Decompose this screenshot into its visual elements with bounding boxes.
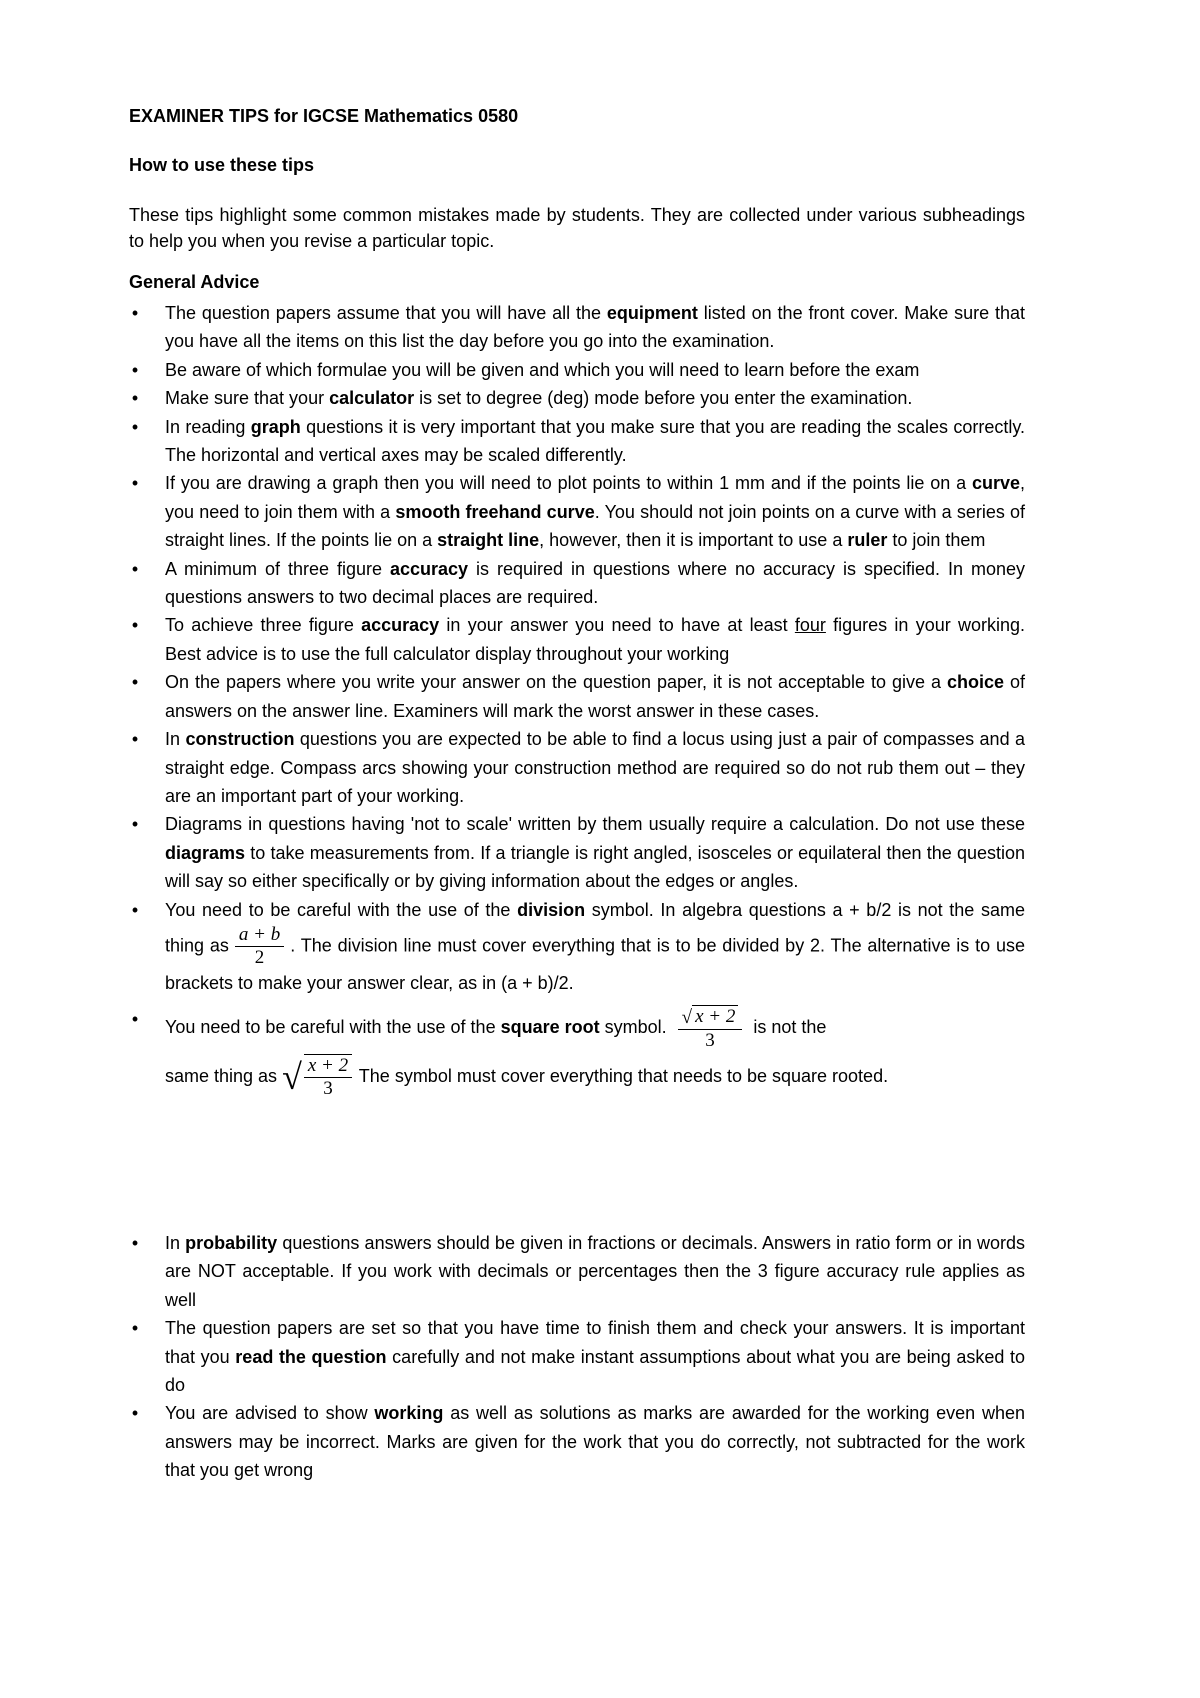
bullet-icon: • (131, 388, 139, 409)
bullet-icon: • (131, 672, 139, 693)
tip-show-working: • You are advised to show working as well as solutions as marks are awarded for the working even when answers may be incorrect. Marks are given for the work that you do correctly, not subtracted for the work that you get wrong (129, 1399, 1025, 1484)
bullet-icon: • (131, 473, 139, 494)
bullet-icon: • (131, 558, 139, 579)
keyword: square root (500, 1017, 600, 1038)
tip-accuracy-working: • To achieve three figure accuracy in your answer you need to have at least four figures in your working. Best advice is to use the full calculator display throughout your working (129, 611, 1025, 668)
how-to-heading: How to use these tips (129, 155, 315, 175)
bullet-icon: • (131, 359, 139, 380)
tip-read-the-question: • The question papers are set so that you have time to finish them and check your answers. It is important that you read the question carefully and not make instant assumptions about what you are being asked to do (129, 1314, 1025, 1399)
bullet-icon: • (131, 416, 139, 437)
keyword: division (517, 899, 586, 920)
radical-sign-icon: √ (282, 1056, 302, 1097)
fraction-denominator: 3 (304, 1077, 352, 1100)
tip-graph-scales: • In reading graph questions it is very important that you make sure that you are reading the scales correctly. The horizontal and vertical axes may be scaled differently. (129, 413, 1025, 470)
denominator: 3 (678, 1029, 743, 1052)
keyword: curve (971, 473, 1020, 494)
tip-square-root: • You need to be careful with the use of the square root symbol. $\frac{√ x + 2}{3}$ is not the same thing as √ $\frac{x + 2}{3}$ The symbol must cover everything that needs to be square rooted. (129, 997, 1025, 1110)
tip-equipment: • The question papers assume that you will have all the equipment listed on the front cover. Make sure that you have all the items on this list the day before you go into the examination. (129, 299, 1025, 356)
fraction-denominator: 2 (235, 946, 284, 969)
keyword: ruler (847, 530, 888, 551)
tip-accuracy-minimum: • A minimum of three figure accuracy is required in questions where no accuracy is specified. In money questions answers to two decimal places are required. (129, 555, 1025, 612)
bullet-icon: • (131, 303, 139, 323)
keyword: graph (250, 416, 301, 437)
keyword: equipment (606, 303, 698, 323)
bullet-icon: • (131, 814, 139, 835)
keyword: working (374, 1403, 444, 1424)
bullet-icon: • (131, 1318, 139, 1339)
bullet-icon: • (131, 615, 139, 636)
keyword: read the question (235, 1346, 387, 1367)
bullet-icon: • (131, 729, 139, 750)
keyword: probability (185, 1233, 278, 1253)
underlined-word: four (794, 615, 826, 636)
fraction-numerator: a + b (238, 923, 281, 945)
root-of-fraction-expression (282, 1054, 354, 1100)
keyword: smooth freehand curve (395, 501, 595, 522)
fraction-numerator: x + 2 (307, 1054, 349, 1076)
tip-formulae: • Be aware of which formulae you will be given and which you will need to learn before the exam (129, 356, 1025, 384)
bullet-icon: • (131, 1009, 139, 1030)
tip-division-symbol: • You need to be careful with the use of the division symbol. In algebra questions a + b/2 is not the same thing as $\frac{a + b}{2}$ . The division line must cover everything that is to be divided by 2. The alternative is to use brackets to make your answer clear, as in (a + b)/2. (129, 896, 1025, 998)
keyword: accuracy (361, 615, 440, 636)
fraction-a-plus-b-over-2 (235, 924, 284, 969)
tip-probability: • In probability questions answers should be given in fractions or decimals. Answers in ratio form or in words are NOT acceptable. If you work with decimals or percentages then the 3 figure accuracy rule applies as well (129, 1229, 1025, 1314)
tip-diagrams: • Diagrams in questions having 'not to scale' written by them usually require a calculation. Do not use these diagrams to take measurements from. If a triangle is right angled, isosceles or equilateral then the question will say so either specifically or by giving information about the edges or angles. (129, 810, 1025, 895)
keyword: construction (185, 729, 295, 750)
bullet-icon: • (131, 1403, 139, 1424)
keyword: calculator (329, 388, 415, 409)
tip-construction: • In construction questions you are expected to be able to find a locus using just a pair of compasses and a straight edge. Compass arcs showing your construction method are required so do not rub them out – they are an important part of your working. (129, 725, 1025, 810)
keyword: straight line (437, 530, 540, 551)
bullet-icon: • (131, 899, 139, 920)
keyword: diagrams (165, 842, 246, 863)
bullet-icon: • (131, 1233, 139, 1253)
document-title: EXAMINER TIPS for IGCSE Mathematics 0580 (129, 106, 519, 126)
radical-sign-icon: √ (681, 1006, 693, 1028)
keyword: accuracy (389, 558, 469, 579)
general-advice-heading: General Advice (129, 272, 260, 292)
tip-calculator: • Make sure that your calculator is set to degree (deg) mode before you enter the examination. (129, 384, 1025, 412)
general-advice-list (129, 299, 1025, 1110)
tip-drawing-graph: • If you are drawing a graph then you will need to plot points to within 1 mm and if the points lie on a curve, you need to join them with a smooth freehand curve. You should not join points on a curve with a series of straight lines. If the points lie on a straight line, however, then it is important to use a ruler to join them (129, 469, 1025, 554)
radicand: x + 2 (692, 1005, 738, 1028)
intro-paragraph: These tips highlight some common mistakes made by students. They are collected under various subheadings to help you when you revise a particular topic. (129, 205, 1025, 251)
root-over-three-expression (678, 1005, 743, 1052)
tip-choice-of-answers: • On the papers where you write your answer on the question paper, it is not acceptable to give a choice of answers on the answer line. Examiners will mark the worst answer in these cases. (129, 668, 1025, 725)
general-advice-list-continued (129, 1229, 1025, 1485)
keyword: choice (946, 672, 1005, 693)
